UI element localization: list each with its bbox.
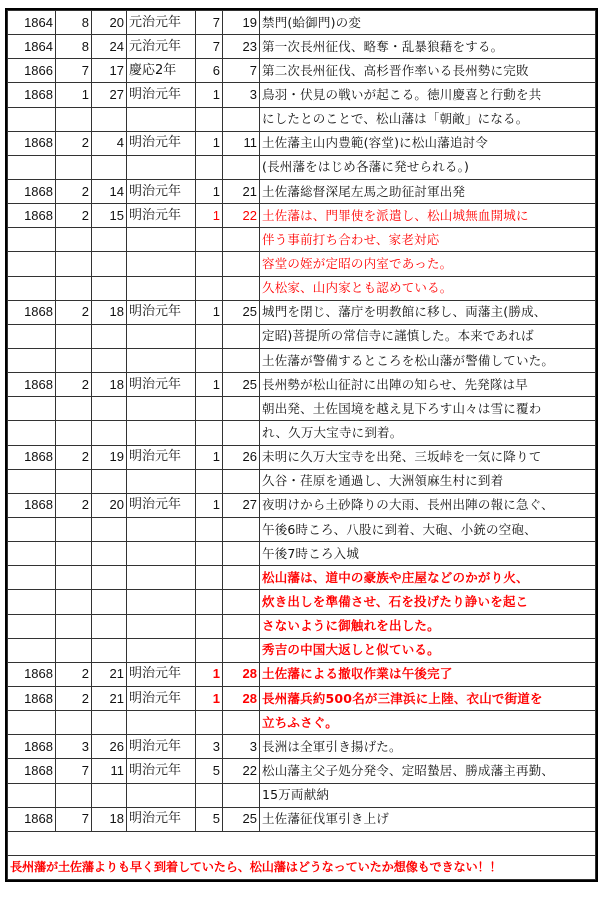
era-cell: 明治元年 (127, 131, 196, 155)
year-cell (8, 324, 56, 348)
era-cell (127, 566, 196, 590)
month-cell: 2 (56, 662, 92, 686)
month-cell (56, 107, 92, 131)
year-cell (8, 252, 56, 276)
day-cell: 15 (92, 204, 127, 228)
year-cell: 1868 (8, 759, 56, 783)
era-cell (127, 421, 196, 445)
year-cell (8, 155, 56, 179)
year-cell (8, 276, 56, 300)
lunar-day-cell: 11 (223, 131, 260, 155)
blank-cell (8, 831, 596, 855)
lunar-month-cell: 1 (196, 493, 223, 517)
day-cell: 26 (92, 735, 127, 759)
event-text: 容堂の姪が定昭の内室であった。 (260, 252, 596, 276)
month-cell (56, 276, 92, 300)
lunar-month-cell (196, 155, 223, 179)
year-cell: 1864 (8, 11, 56, 35)
lunar-day-cell (223, 348, 260, 372)
era-cell: 明治元年 (127, 493, 196, 517)
table-row (8, 590, 596, 614)
era-cell: 明治元年 (127, 204, 196, 228)
day-cell: 19 (92, 445, 127, 469)
lunar-month-cell (196, 517, 223, 541)
year-cell (8, 469, 56, 493)
table-row (8, 131, 596, 155)
event-text: 土佐藩が警備するところを松山藩が警備していた。 (260, 348, 596, 372)
lunar-day-cell (223, 517, 260, 541)
year-cell (8, 711, 56, 735)
table-row (8, 204, 596, 228)
table-row (8, 348, 596, 372)
month-cell: 7 (56, 59, 92, 83)
lunar-day-cell (223, 566, 260, 590)
event-text: 土佐藩征伐軍引き上げ (260, 807, 596, 831)
lunar-day-cell: 28 (223, 686, 260, 710)
era-cell: 慶応2年 (127, 59, 196, 83)
lunar-month-cell: 5 (196, 759, 223, 783)
table-row (8, 252, 596, 276)
lunar-day-cell (223, 324, 260, 348)
lunar-month-cell: 1 (196, 83, 223, 107)
lunar-day-cell: 19 (223, 11, 260, 35)
lunar-month-cell: 1 (196, 662, 223, 686)
month-cell: 2 (56, 204, 92, 228)
timeline-sheet (5, 8, 598, 882)
lunar-month-cell (196, 228, 223, 252)
table-row (8, 759, 596, 783)
lunar-month-cell: 1 (196, 373, 223, 397)
event-text: (長州藩をはじめ各藩に発せられる。) (260, 155, 596, 179)
table-row (8, 107, 596, 131)
era-cell: 明治元年 (127, 686, 196, 710)
table-row (8, 373, 596, 397)
month-cell: 1 (56, 83, 92, 107)
day-cell (92, 711, 127, 735)
event-text: 朝出発、土佐国境を越え見下ろす山々は雪に覆わ (260, 397, 596, 421)
lunar-month-cell: 1 (196, 131, 223, 155)
event-text: 久松家、山内家とも認めている。 (260, 276, 596, 300)
blank-row (8, 831, 596, 855)
day-cell: 20 (92, 11, 127, 35)
event-text: 長洲は全軍引き揚げた。 (260, 735, 596, 759)
day-cell (92, 228, 127, 252)
year-cell (8, 348, 56, 372)
era-cell: 明治元年 (127, 373, 196, 397)
era-cell (127, 324, 196, 348)
lunar-day-cell: 3 (223, 83, 260, 107)
event-text: 定昭)菩提所の常信寺に謹慎した。本来であれば (260, 324, 596, 348)
lunar-month-cell (196, 638, 223, 662)
era-cell (127, 542, 196, 566)
month-cell (56, 517, 92, 541)
table-row (8, 711, 596, 735)
day-cell: 18 (92, 373, 127, 397)
month-cell (56, 711, 92, 735)
lunar-month-cell: 5 (196, 807, 223, 831)
event-text: 松山藩は、道中の豪族や庄屋などのかがり火、 (260, 566, 596, 590)
day-cell (92, 566, 127, 590)
event-text: 未明に久万大宝寺を出発、三坂峠を一気に降りて (260, 445, 596, 469)
month-cell (56, 638, 92, 662)
table-row (8, 686, 596, 710)
lunar-month-cell (196, 783, 223, 807)
lunar-day-cell (223, 397, 260, 421)
era-cell (127, 276, 196, 300)
day-cell (92, 590, 127, 614)
event-text: 長州勢が松山征討に出陣の知らせ、先発隊は早 (260, 373, 596, 397)
year-cell (8, 107, 56, 131)
year-cell: 1866 (8, 59, 56, 83)
lunar-day-cell: 25 (223, 373, 260, 397)
table-row (8, 469, 596, 493)
event-text: 秀吉の中国大返しと似ている。 (260, 638, 596, 662)
month-cell: 2 (56, 493, 92, 517)
year-cell: 1868 (8, 445, 56, 469)
era-cell (127, 469, 196, 493)
event-text: 土佐藩総督深尾左馬之助征討軍出発 (260, 179, 596, 203)
lunar-month-cell (196, 566, 223, 590)
era-cell: 明治元年 (127, 300, 196, 324)
year-cell: 1868 (8, 807, 56, 831)
year-cell: 1868 (8, 493, 56, 517)
lunar-day-cell (223, 590, 260, 614)
footer-row (8, 855, 596, 879)
day-cell: 24 (92, 35, 127, 59)
table-row (8, 179, 596, 203)
table-row (8, 83, 596, 107)
table-row (8, 276, 596, 300)
lunar-month-cell (196, 348, 223, 372)
era-cell (127, 397, 196, 421)
year-cell (8, 421, 56, 445)
era-cell (127, 228, 196, 252)
year-cell (8, 228, 56, 252)
era-cell (127, 155, 196, 179)
month-cell (56, 421, 92, 445)
day-cell (92, 276, 127, 300)
lunar-month-cell: 1 (196, 179, 223, 203)
table-row (8, 566, 596, 590)
day-cell (92, 783, 127, 807)
era-cell (127, 614, 196, 638)
table-row (8, 517, 596, 541)
lunar-month-cell (196, 711, 223, 735)
lunar-month-cell: 7 (196, 35, 223, 59)
event-text: 禁門(蛤御門)の変 (260, 11, 596, 35)
day-cell (92, 155, 127, 179)
era-cell: 明治元年 (127, 807, 196, 831)
era-cell (127, 252, 196, 276)
table-row (8, 59, 596, 83)
year-cell: 1868 (8, 204, 56, 228)
lunar-month-cell: 6 (196, 59, 223, 83)
year-cell (8, 397, 56, 421)
event-text: 午後6時ころ、八股に到着、大砲、小銃の空砲、 (260, 517, 596, 541)
table-row (8, 155, 596, 179)
lunar-month-cell: 7 (196, 11, 223, 35)
day-cell: 4 (92, 131, 127, 155)
lunar-month-cell (196, 469, 223, 493)
day-cell (92, 324, 127, 348)
lunar-day-cell: 28 (223, 662, 260, 686)
lunar-day-cell (223, 276, 260, 300)
table-row (8, 783, 596, 807)
day-cell: 27 (92, 83, 127, 107)
lunar-month-cell: 1 (196, 445, 223, 469)
era-cell: 明治元年 (127, 179, 196, 203)
event-text: 松山藩主父子処分発令、定昭蟄居、勝成藩主再勤、 (260, 759, 596, 783)
day-cell (92, 252, 127, 276)
year-cell: 1868 (8, 662, 56, 686)
day-cell (92, 107, 127, 131)
lunar-day-cell: 22 (223, 759, 260, 783)
lunar-month-cell (196, 252, 223, 276)
year-cell (8, 638, 56, 662)
lunar-day-cell: 23 (223, 35, 260, 59)
month-cell: 7 (56, 807, 92, 831)
year-cell (8, 614, 56, 638)
month-cell (56, 155, 92, 179)
event-text: 城門を閉じ、藩庁を明教館に移し、両藩主(勝成、 (260, 300, 596, 324)
day-cell: 18 (92, 807, 127, 831)
month-cell: 8 (56, 11, 92, 35)
table-row (8, 807, 596, 831)
day-cell: 20 (92, 493, 127, 517)
era-cell (127, 590, 196, 614)
year-cell: 1864 (8, 35, 56, 59)
lunar-day-cell (223, 107, 260, 131)
timeline-body (8, 11, 596, 880)
table-row (8, 300, 596, 324)
table-row (8, 638, 596, 662)
day-cell: 14 (92, 179, 127, 203)
day-cell (92, 397, 127, 421)
year-cell (8, 542, 56, 566)
lunar-day-cell (223, 421, 260, 445)
month-cell (56, 228, 92, 252)
timeline-table (7, 10, 596, 880)
lunar-month-cell: 3 (196, 735, 223, 759)
day-cell: 21 (92, 662, 127, 686)
month-cell (56, 566, 92, 590)
month-cell (56, 324, 92, 348)
lunar-day-cell: 7 (223, 59, 260, 83)
lunar-day-cell: 25 (223, 807, 260, 831)
month-cell (56, 469, 92, 493)
year-cell (8, 566, 56, 590)
year-cell: 1868 (8, 83, 56, 107)
table-row (8, 397, 596, 421)
lunar-month-cell (196, 107, 223, 131)
lunar-month-cell: 1 (196, 686, 223, 710)
era-cell (127, 107, 196, 131)
lunar-day-cell: 3 (223, 735, 260, 759)
day-cell (92, 614, 127, 638)
month-cell (56, 252, 92, 276)
month-cell (56, 348, 92, 372)
lunar-day-cell: 27 (223, 493, 260, 517)
lunar-day-cell (223, 542, 260, 566)
event-text: 夜明けから土砂降りの大雨、長州出陣の報に急ぐ、 (260, 493, 596, 517)
era-cell: 元治元年 (127, 35, 196, 59)
day-cell (92, 469, 127, 493)
lunar-month-cell (196, 542, 223, 566)
table-row (8, 421, 596, 445)
day-cell (92, 348, 127, 372)
lunar-month-cell: 1 (196, 300, 223, 324)
year-cell: 1868 (8, 686, 56, 710)
year-cell: 1868 (8, 131, 56, 155)
day-cell: 11 (92, 759, 127, 783)
era-cell (127, 711, 196, 735)
month-cell: 2 (56, 445, 92, 469)
footer-note: 長州藩が土佐藩よりも早く到着していたら、松山藩はどうなっていたか想像もできない！！ (8, 855, 596, 879)
lunar-day-cell: 26 (223, 445, 260, 469)
lunar-month-cell (196, 590, 223, 614)
month-cell (56, 397, 92, 421)
lunar-day-cell (223, 228, 260, 252)
event-text: 土佐藩による撤収作業は午後完了 (260, 662, 596, 686)
lunar-day-cell (223, 711, 260, 735)
event-text: 土佐藩主山内豊範(容堂)に松山藩追討令 (260, 131, 596, 155)
event-text: 15万両献納 (260, 783, 596, 807)
month-cell: 8 (56, 35, 92, 59)
table-row (8, 735, 596, 759)
lunar-day-cell (223, 783, 260, 807)
month-cell (56, 614, 92, 638)
era-cell (127, 638, 196, 662)
event-text: 久谷・荏原を通過し、大洲領麻生村に到着 (260, 469, 596, 493)
day-cell: 18 (92, 300, 127, 324)
event-text: 長州藩兵約500名が三津浜に上陸、衣山で街道を (260, 686, 596, 710)
era-cell: 明治元年 (127, 759, 196, 783)
table-row (8, 11, 596, 35)
event-text: にしたとのことで、松山藩は「朝敵」になる。 (260, 107, 596, 131)
month-cell: 2 (56, 300, 92, 324)
month-cell: 3 (56, 735, 92, 759)
day-cell (92, 638, 127, 662)
day-cell: 17 (92, 59, 127, 83)
month-cell: 2 (56, 131, 92, 155)
table-row (8, 493, 596, 517)
year-cell (8, 590, 56, 614)
day-cell (92, 421, 127, 445)
table-row (8, 662, 596, 686)
day-cell: 21 (92, 686, 127, 710)
year-cell: 1868 (8, 300, 56, 324)
event-text: れ、久万大宝寺に到着。 (260, 421, 596, 445)
lunar-day-cell (223, 155, 260, 179)
era-cell: 明治元年 (127, 735, 196, 759)
table-row (8, 542, 596, 566)
lunar-day-cell (223, 638, 260, 662)
lunar-day-cell (223, 252, 260, 276)
lunar-month-cell (196, 397, 223, 421)
lunar-day-cell: 22 (223, 204, 260, 228)
era-cell: 元治元年 (127, 11, 196, 35)
event-text: 鳥羽・伏見の戦いが起こる。徳川慶喜と行動を共 (260, 83, 596, 107)
lunar-day-cell: 25 (223, 300, 260, 324)
year-cell (8, 783, 56, 807)
table-row (8, 228, 596, 252)
year-cell: 1868 (8, 735, 56, 759)
era-cell (127, 783, 196, 807)
month-cell: 2 (56, 373, 92, 397)
event-text: 立ちふさぐ。 (260, 711, 596, 735)
era-cell (127, 348, 196, 372)
month-cell: 7 (56, 759, 92, 783)
event-text: 炊き出しを準備させ、石を投げたり諍いを起こ (260, 590, 596, 614)
lunar-day-cell (223, 614, 260, 638)
lunar-month-cell (196, 324, 223, 348)
table-row (8, 445, 596, 469)
lunar-month-cell: 1 (196, 204, 223, 228)
era-cell: 明治元年 (127, 445, 196, 469)
lunar-month-cell (196, 276, 223, 300)
lunar-day-cell: 21 (223, 179, 260, 203)
event-text: 第一次長州征伐、略奪・乱暴狼藉をする。 (260, 35, 596, 59)
event-text: 土佐藩は、門罪使を派遣し、松山城無血開城に (260, 204, 596, 228)
lunar-month-cell (196, 421, 223, 445)
table-row (8, 614, 596, 638)
era-cell (127, 517, 196, 541)
year-cell: 1868 (8, 373, 56, 397)
month-cell (56, 590, 92, 614)
day-cell (92, 517, 127, 541)
lunar-month-cell (196, 614, 223, 638)
event-text: さないように御触れを出した。 (260, 614, 596, 638)
table-row (8, 35, 596, 59)
month-cell: 2 (56, 179, 92, 203)
month-cell (56, 783, 92, 807)
year-cell (8, 517, 56, 541)
month-cell (56, 542, 92, 566)
table-row (8, 324, 596, 348)
era-cell: 明治元年 (127, 83, 196, 107)
event-text: 伴う事前打ち合わせ、家老対応 (260, 228, 596, 252)
lunar-day-cell (223, 469, 260, 493)
year-cell: 1868 (8, 179, 56, 203)
era-cell: 明治元年 (127, 662, 196, 686)
month-cell: 2 (56, 686, 92, 710)
event-text: 午後7時ころ入城 (260, 542, 596, 566)
day-cell (92, 542, 127, 566)
event-text: 第二次長州征伐、高杉晋作率いる長州勢に完敗 (260, 59, 596, 83)
